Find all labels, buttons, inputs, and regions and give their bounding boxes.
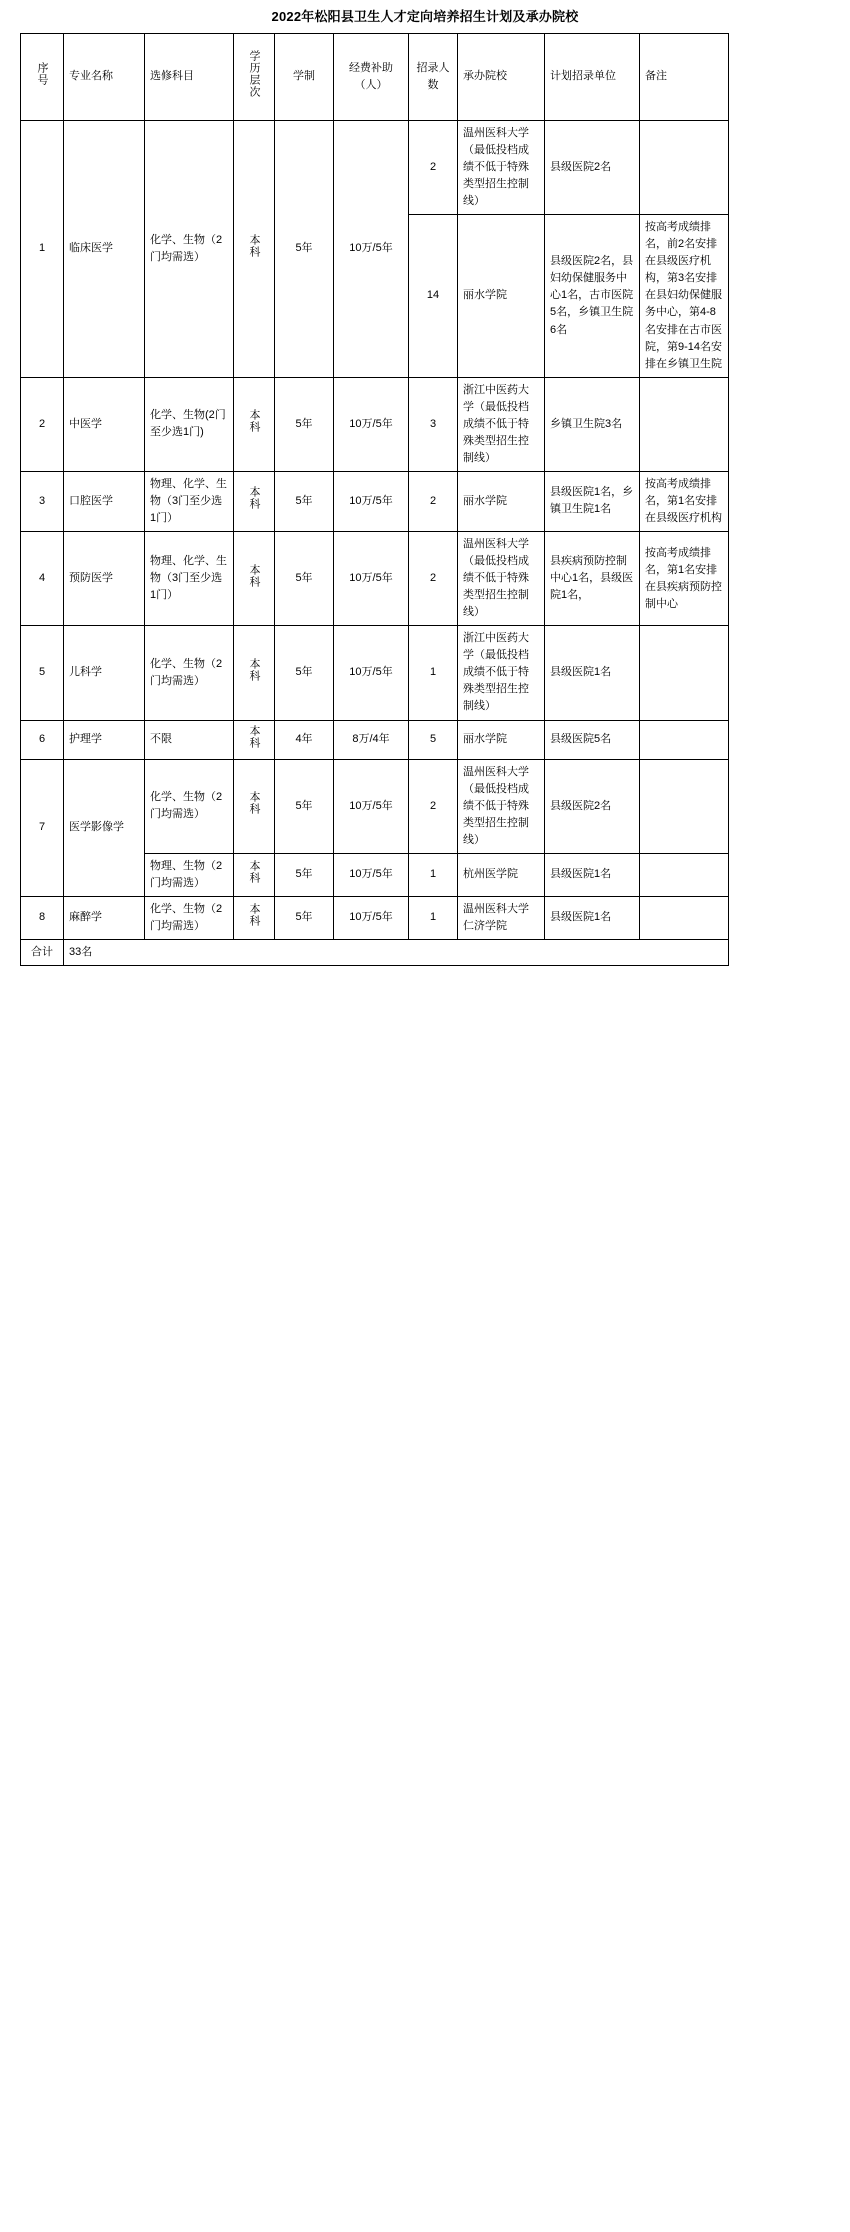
total-value: 33名 (64, 939, 729, 965)
cell-count: 2 (409, 471, 458, 531)
cell-level-text: 本科 (248, 859, 261, 884)
cell-count: 1 (409, 853, 458, 896)
cell-count: 3 (409, 377, 458, 471)
cell-level-text: 本科 (248, 791, 261, 816)
cell-subject: 化学、生物(2门至少选1门) (145, 377, 234, 471)
cell-major: 中医学 (64, 377, 145, 471)
table-row (21, 121, 729, 215)
cell-remark: 按高考成绩排名，第1名安排在县级医疗机构 (640, 471, 729, 531)
cell-major: 临床医学 (64, 121, 145, 378)
cell-remark: 按高考成绩排名，前2名安排在县级医疗机构，第3名安排在县妇幼保健服务中心，第4-8名安排在古市医院，第9-14名安排在乡镇卫生院 (640, 215, 729, 377)
cell-years: 5年 (275, 532, 334, 626)
table-row (21, 626, 729, 720)
cell-unit: 县级医院5名 (545, 720, 640, 759)
cell-school: 温州医科大学（最低投档成绩不低于特殊类型招生控制线） (458, 121, 545, 215)
cell-unit: 县级医院2名 (545, 759, 640, 853)
cell-school: 温州医科大学（最低投档成绩不低于特殊类型招生控制线） (458, 759, 545, 853)
cell-remark (640, 759, 729, 853)
table-row (21, 471, 729, 531)
cell-seq: 3 (21, 471, 64, 531)
cell-fund: 10万/5年 (334, 759, 409, 853)
cell-unit: 县级医院2名，县妇幼保健服务中心1名，古市医院5名，乡镇卫生院6名 (545, 215, 640, 377)
cell-count: 14 (409, 215, 458, 377)
cell-unit: 县级医院1名 (545, 626, 640, 720)
table-row (21, 896, 729, 939)
header-school: 承办院校 (458, 34, 545, 121)
cell-count: 2 (409, 121, 458, 215)
cell-level-text: 本科 (248, 563, 261, 588)
cell-count: 5 (409, 720, 458, 759)
table-header (21, 34, 729, 121)
cell-major: 护理学 (64, 720, 145, 759)
cell-subject: 化学、生物（2门均需选） (145, 121, 234, 378)
cell-remark (640, 896, 729, 939)
admission-plan-table (20, 33, 729, 966)
cell-level (234, 532, 275, 626)
table-header-row (21, 34, 729, 121)
cell-count: 1 (409, 626, 458, 720)
cell-fund: 10万/5年 (334, 853, 409, 896)
cell-school: 浙江中医药大学（最低投档成绩不低于特殊类型招生控制线） (458, 626, 545, 720)
cell-subject: 物理、化学、生物（3门至少选1门） (145, 532, 234, 626)
cell-major: 儿科学 (64, 626, 145, 720)
cell-level-text: 本科 (248, 486, 261, 511)
page-title: 2022年松阳县卫生人才定向培养招生计划及承办院校 (271, 9, 579, 24)
cell-remark (640, 626, 729, 720)
cell-seq: 1 (21, 121, 64, 378)
cell-seq: 2 (21, 377, 64, 471)
cell-major: 口腔医学 (64, 471, 145, 531)
cell-seq: 8 (21, 896, 64, 939)
cell-fund: 10万/5年 (334, 532, 409, 626)
header-major: 专业名称 (64, 34, 145, 121)
table-row (21, 532, 729, 626)
cell-years: 5年 (275, 896, 334, 939)
cell-subject: 化学、生物（2门均需选） (145, 896, 234, 939)
cell-unit: 县级医院1名 (545, 896, 640, 939)
cell-level-text: 本科 (248, 409, 261, 434)
header-subject: 选修科目 (145, 34, 234, 121)
cell-fund: 8万/4年 (334, 720, 409, 759)
header-seq: 序号 (21, 34, 64, 121)
header-unit: 计划招录单位 (545, 34, 640, 121)
cell-seq: 5 (21, 626, 64, 720)
total-label: 合计 (21, 939, 64, 965)
cell-major: 医学影像学 (64, 759, 145, 896)
cell-subject: 化学、生物（2门均需选） (145, 626, 234, 720)
cell-school: 温州医科大学（最低投档成绩不低于特殊类型招生控制线） (458, 532, 545, 626)
cell-unit: 县级医院1名 (545, 853, 640, 896)
table-footer (21, 939, 729, 965)
cell-remark (640, 720, 729, 759)
cell-years: 4年 (275, 720, 334, 759)
cell-level-text: 本科 (248, 902, 261, 927)
cell-level-text: 本科 (248, 724, 261, 749)
cell-subject: 物理、化学、生物（3门至少选1门） (145, 471, 234, 531)
cell-level (234, 853, 275, 896)
cell-seq: 4 (21, 532, 64, 626)
table-row (21, 377, 729, 471)
header-years: 学制 (275, 34, 334, 121)
cell-subject: 化学、生物（2门均需选） (145, 759, 234, 853)
header-count: 招录人数 (409, 34, 458, 121)
cell-level-text: 本科 (248, 233, 261, 258)
cell-count: 1 (409, 896, 458, 939)
cell-school: 丽水学院 (458, 720, 545, 759)
cell-level (234, 759, 275, 853)
cell-fund: 10万/5年 (334, 121, 409, 378)
cell-subject: 不限 (145, 720, 234, 759)
cell-major: 预防医学 (64, 532, 145, 626)
cell-school: 温州医科大学仁济学院 (458, 896, 545, 939)
cell-level (234, 896, 275, 939)
table-container (0, 33, 850, 976)
cell-remark: 按高考成绩排名，第1名安排在县疾病预防控制中心 (640, 532, 729, 626)
table-row (21, 720, 729, 759)
cell-fund: 10万/5年 (334, 626, 409, 720)
header-level: 学历层次 (234, 34, 275, 121)
cell-remark (640, 121, 729, 215)
cell-years: 5年 (275, 853, 334, 896)
cell-school: 丽水学院 (458, 471, 545, 531)
cell-level-text: 本科 (248, 657, 261, 682)
header-fund: 经费补助（人） (334, 34, 409, 121)
cell-level (234, 377, 275, 471)
cell-seq: 7 (21, 759, 64, 896)
cell-years: 5年 (275, 121, 334, 378)
cell-level (234, 121, 275, 378)
cell-level (234, 720, 275, 759)
cell-fund: 10万/5年 (334, 896, 409, 939)
cell-unit: 县级医院2名 (545, 121, 640, 215)
header-remark: 备注 (640, 34, 729, 121)
cell-school: 浙江中医药大学（最低投档成绩不低于特殊类型招生控制线） (458, 377, 545, 471)
cell-fund: 10万/5年 (334, 377, 409, 471)
cell-school: 丽水学院 (458, 215, 545, 377)
cell-remark (640, 377, 729, 471)
cell-unit: 乡镇卫生院3名 (545, 377, 640, 471)
total-row (21, 939, 729, 965)
cell-remark (640, 853, 729, 896)
table-row (21, 759, 729, 853)
table-body (21, 121, 729, 940)
cell-level (234, 471, 275, 531)
cell-major: 麻醉学 (64, 896, 145, 939)
cell-seq: 6 (21, 720, 64, 759)
cell-level (234, 626, 275, 720)
document-page (0, 0, 850, 976)
cell-subject: 物理、生物（2门均需选） (145, 853, 234, 896)
cell-years: 5年 (275, 377, 334, 471)
cell-years: 5年 (275, 759, 334, 853)
cell-count: 2 (409, 532, 458, 626)
cell-fund: 10万/5年 (334, 471, 409, 531)
cell-school: 杭州医学院 (458, 853, 545, 896)
cell-years: 5年 (275, 626, 334, 720)
cell-years: 5年 (275, 471, 334, 531)
cell-unit: 县疾病预防控制中心1名，县级医院1名， (545, 532, 640, 626)
cell-unit: 县级医院1名，乡镇卫生院1名 (545, 471, 640, 531)
cell-count: 2 (409, 759, 458, 853)
